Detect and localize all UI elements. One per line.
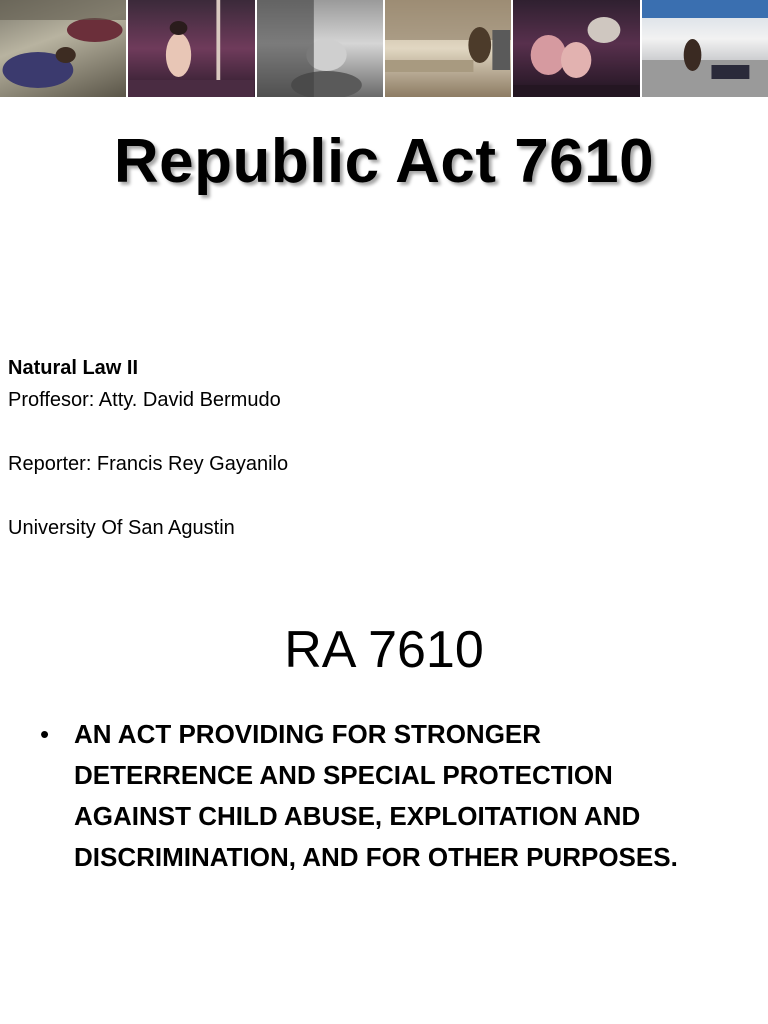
act-description <box>40 714 720 878</box>
header-photo-strip <box>0 0 768 97</box>
bar-girls-photo <box>513 0 639 97</box>
spacer <box>8 416 288 448</box>
mother-baby-photo <box>257 0 383 97</box>
professor-line: Proffesor: Atty. David Bermudo <box>8 389 281 411</box>
child-pole-photo <box>128 0 254 97</box>
market-stalls-photo <box>642 0 768 97</box>
slide-title: Republic Act 7610 <box>113 127 655 196</box>
section-heading: RA 7610 <box>284 621 484 679</box>
course-name: Natural Law II <box>8 357 139 379</box>
street-child-photo <box>385 0 511 97</box>
act-description-text: AN ACT PROVIDING FOR STRONGER DETERRENCE AND SPECIAL PROTECTION AGAINST CHILD ABUSE, EXPLOITATION AND DISCRIMINATION, AND FOR OTHER PURPOSES. <box>74 719 678 872</box>
market-women-photo <box>0 0 126 97</box>
university-line: University Of San Agustin <box>8 517 235 539</box>
bullet-icon: • <box>40 719 50 749</box>
presenter-info <box>8 352 288 544</box>
reporter-line: Reporter: Francis Rey Gayanilo <box>8 453 289 475</box>
spacer <box>8 480 288 512</box>
